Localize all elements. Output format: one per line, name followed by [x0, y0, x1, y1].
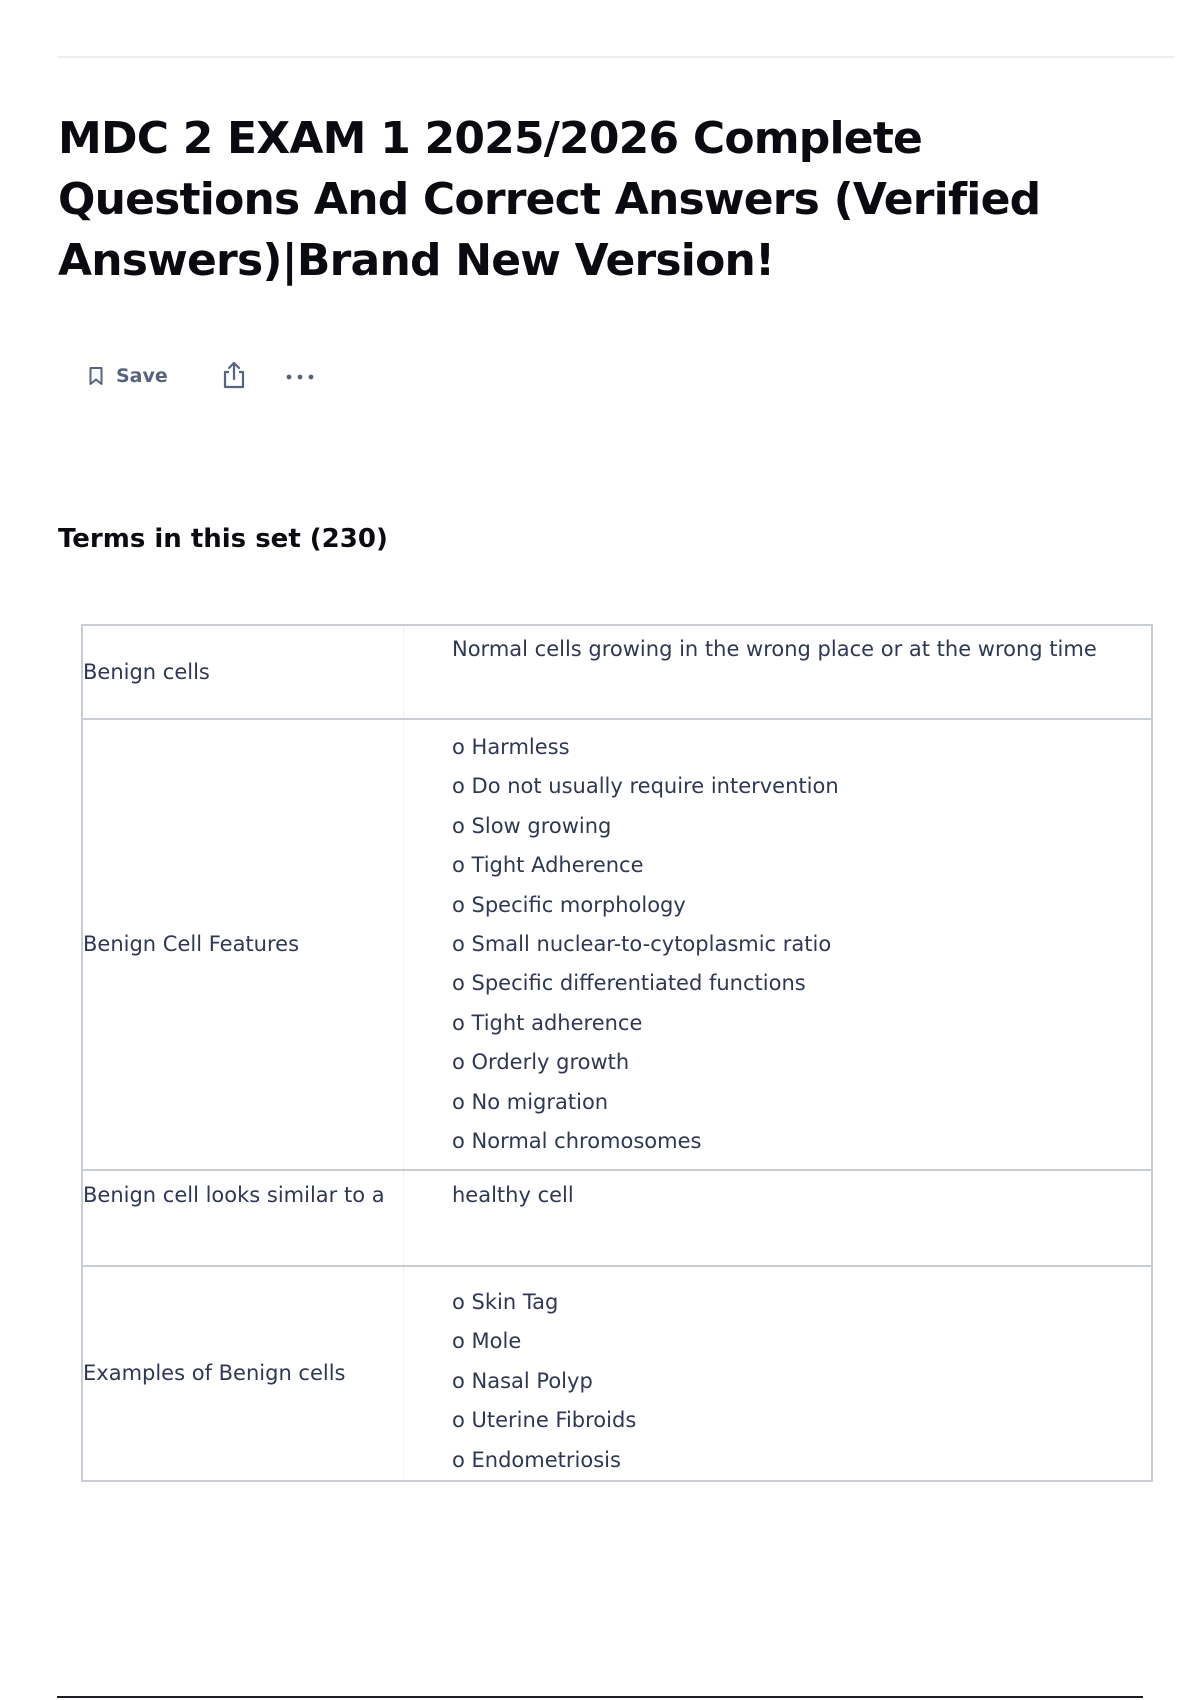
more-options-button[interactable]: [278, 356, 322, 396]
bookmark-icon: [88, 366, 104, 386]
term-cell: [82, 1266, 404, 1481]
definition-item: o Slow growing: [452, 813, 612, 838]
definition-text: healthy cell: [452, 1183, 574, 1207]
terms-heading: Terms in this set (230): [58, 524, 388, 554]
definition-item: o Harmless: [452, 735, 570, 759]
save-button[interactable]: [78, 356, 178, 396]
share-icon: [220, 360, 248, 393]
definition-item: o Mole: [452, 1329, 522, 1354]
save-label: Save: [116, 365, 168, 387]
definition-text: Normal cells growing in the wrong place or at the wrong time: [452, 637, 1097, 661]
term-text: Examples of Benign cells: [83, 1361, 346, 1386]
term-text: Benign cell looks similar to a: [83, 1183, 385, 1207]
term-cell: [82, 1170, 404, 1266]
definition-item: o Endometriosis: [452, 1447, 621, 1472]
top-divider: [57, 56, 1175, 58]
table-row: [82, 1266, 1152, 1481]
table-row: [82, 719, 1152, 1170]
definition-item: o Nasal Polyp: [452, 1368, 593, 1393]
definition-cell: [404, 719, 1153, 1170]
term-text: Benign Cell Features: [83, 932, 300, 956]
definition-item: o Normal chromosomes: [452, 1129, 702, 1154]
definition-item: o Skin Tag: [452, 1290, 559, 1314]
terms-table: [81, 624, 1153, 1482]
more-horizontal-icon: [285, 369, 315, 384]
set-toolbar: [78, 356, 322, 396]
term-cell: [82, 625, 404, 719]
definition-item: o Do not usually require intervention: [452, 774, 839, 799]
definition-cell: [404, 1266, 1153, 1481]
page-title: MDC 2 EXAM 1 2025/2026 Complete Questions And Correct Answers (Verified Answers)|Brand New Version!: [58, 113, 1041, 286]
definition-item: o Orderly growth: [452, 1050, 630, 1075]
definition-list: [452, 1283, 1151, 1480]
definition-item: o Small nuclear-to-cytoplasmic ratio: [452, 932, 832, 957]
term-text: Benign cells: [83, 659, 210, 684]
definition-item: o Tight adherence: [452, 1010, 643, 1035]
definition-item: o Specific differentiated functions: [452, 971, 806, 996]
table-row: [82, 625, 1152, 719]
definition-cell: [404, 1170, 1153, 1266]
table-row: [82, 1170, 1152, 1266]
definition-item: o No migration: [452, 1089, 609, 1114]
term-cell: [82, 719, 404, 1170]
definition-cell: [404, 625, 1153, 719]
definition-item: o Tight Adherence: [452, 853, 644, 878]
definition-list: [452, 728, 1151, 1161]
definition-item: o Specific morphology: [452, 892, 686, 917]
definition-item: o Uterine Fibroids: [452, 1408, 637, 1433]
share-button[interactable]: [212, 356, 256, 396]
bottom-divider: [57, 1696, 1143, 1698]
